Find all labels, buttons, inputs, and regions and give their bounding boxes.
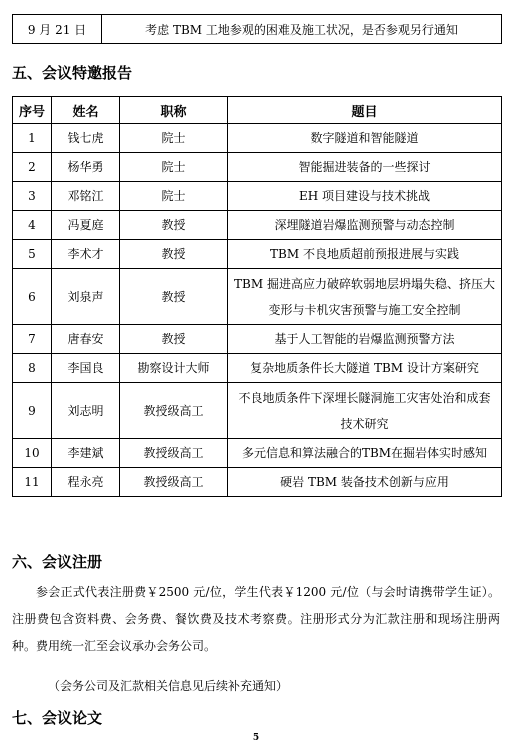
cell-no: 9 [13, 383, 52, 439]
cell-name: 刘泉声 [52, 269, 120, 325]
cell-title: 院士 [120, 124, 228, 153]
registration-paragraph: 参会正式代表注册费￥2500 元/位，学生代表￥1200 元/位（与会时请携带学生证）。注册费包含资料费、会务费、餐饮费及技术考察费。注册形式分为汇款注册和现场注册两种。费用统一汇至会议承办会务公司。 [12, 585, 500, 653]
cell-no: 8 [13, 354, 52, 383]
schedule-date: 9 月 21 日 [13, 15, 102, 44]
cell-name: 李建斌 [52, 439, 120, 468]
section7-heading: 七、会议论文 [12, 709, 103, 727]
table-row [13, 124, 502, 153]
cell-no: 1 [13, 124, 52, 153]
col-header-name: 姓名 [52, 97, 120, 124]
table-row [13, 439, 502, 468]
cell-name: 李国良 [52, 354, 120, 383]
cell-no: 6 [13, 269, 52, 325]
cell-title: 院士 [120, 182, 228, 211]
section6-heading: 六、会议注册 [12, 553, 103, 571]
cell-name: 冯夏庭 [52, 211, 120, 240]
cell-topic: 深埋隧道岩爆监测预警与动态控制 [228, 211, 502, 240]
cell-name: 杨华勇 [52, 153, 120, 182]
table-row [13, 240, 502, 269]
schedule-note: 考虑 TBM 工地参观的困难及施工状况，是否参观另行通知 [102, 15, 502, 44]
section5-heading: 五、会议特邀报告 [12, 64, 133, 82]
cell-topic: 不良地质条件下深埋长隧洞施工灾害处治和成套技术研究 [228, 383, 502, 439]
cell-no: 10 [13, 439, 52, 468]
col-header-topic: 题目 [228, 97, 502, 124]
cell-topic: 智能掘进装备的一些探讨 [228, 153, 502, 182]
cell-title: 教授 [120, 240, 228, 269]
cell-title: 教授级高工 [120, 439, 228, 468]
cell-topic: 复杂地质条件长大隧道 TBM 设计方案研究 [228, 354, 502, 383]
cell-topic: 硬岩 TBM 装备技术创新与应用 [228, 468, 502, 497]
table-row [13, 325, 502, 354]
table-row [13, 383, 502, 439]
speakers-table [12, 96, 502, 497]
cell-topic: TBM 掘进高应力破碎软弱地层坍塌失稳、挤压大变形与卡机灾害预警与施工安全控制 [228, 269, 502, 325]
table-row [13, 182, 502, 211]
cell-title: 勘察设计大师 [120, 354, 228, 383]
cell-topic: 多元信息和算法融合的TBM在掘岩体实时感知 [228, 439, 502, 468]
cell-title: 教授 [120, 269, 228, 325]
cell-no: 2 [13, 153, 52, 182]
speakers-header-row [13, 97, 502, 124]
cell-topic: 基于人工智能的岩爆监测预警方法 [228, 325, 502, 354]
cell-topic: EH 项目建设与技术挑战 [228, 182, 502, 211]
cell-title: 院士 [120, 153, 228, 182]
table-row [13, 211, 502, 240]
table-row [13, 468, 502, 497]
cell-name: 唐春安 [52, 325, 120, 354]
cell-title: 教授级高工 [120, 468, 228, 497]
cell-title: 教授级高工 [120, 383, 228, 439]
cell-topic: 数字隧道和智能隧道 [228, 124, 502, 153]
col-header-no: 序号 [13, 97, 52, 124]
cell-name: 邓铭江 [52, 182, 120, 211]
cell-topic: TBM 不良地质超前预报进展与实践 [228, 240, 502, 269]
table-row [13, 269, 502, 325]
cell-name: 程永亮 [52, 468, 120, 497]
cell-no: 4 [13, 211, 52, 240]
cell-title: 教授 [120, 325, 228, 354]
cell-no: 5 [13, 240, 52, 269]
speakers-body [13, 124, 502, 497]
schedule-row-table [12, 14, 502, 44]
page-number: 5 [252, 733, 260, 743]
cell-no: 7 [13, 325, 52, 354]
cell-no: 11 [13, 468, 52, 497]
cell-name: 刘志明 [52, 383, 120, 439]
cell-name: 钱七虎 [52, 124, 120, 153]
cell-title: 教授 [120, 211, 228, 240]
table-row [13, 153, 502, 182]
cell-no: 3 [13, 182, 52, 211]
col-header-title: 职称 [120, 97, 228, 124]
registration-note: （会务公司及汇款相关信息见后续补充通知） [48, 679, 289, 693]
cell-name: 李术才 [52, 240, 120, 269]
table-row [13, 354, 502, 383]
